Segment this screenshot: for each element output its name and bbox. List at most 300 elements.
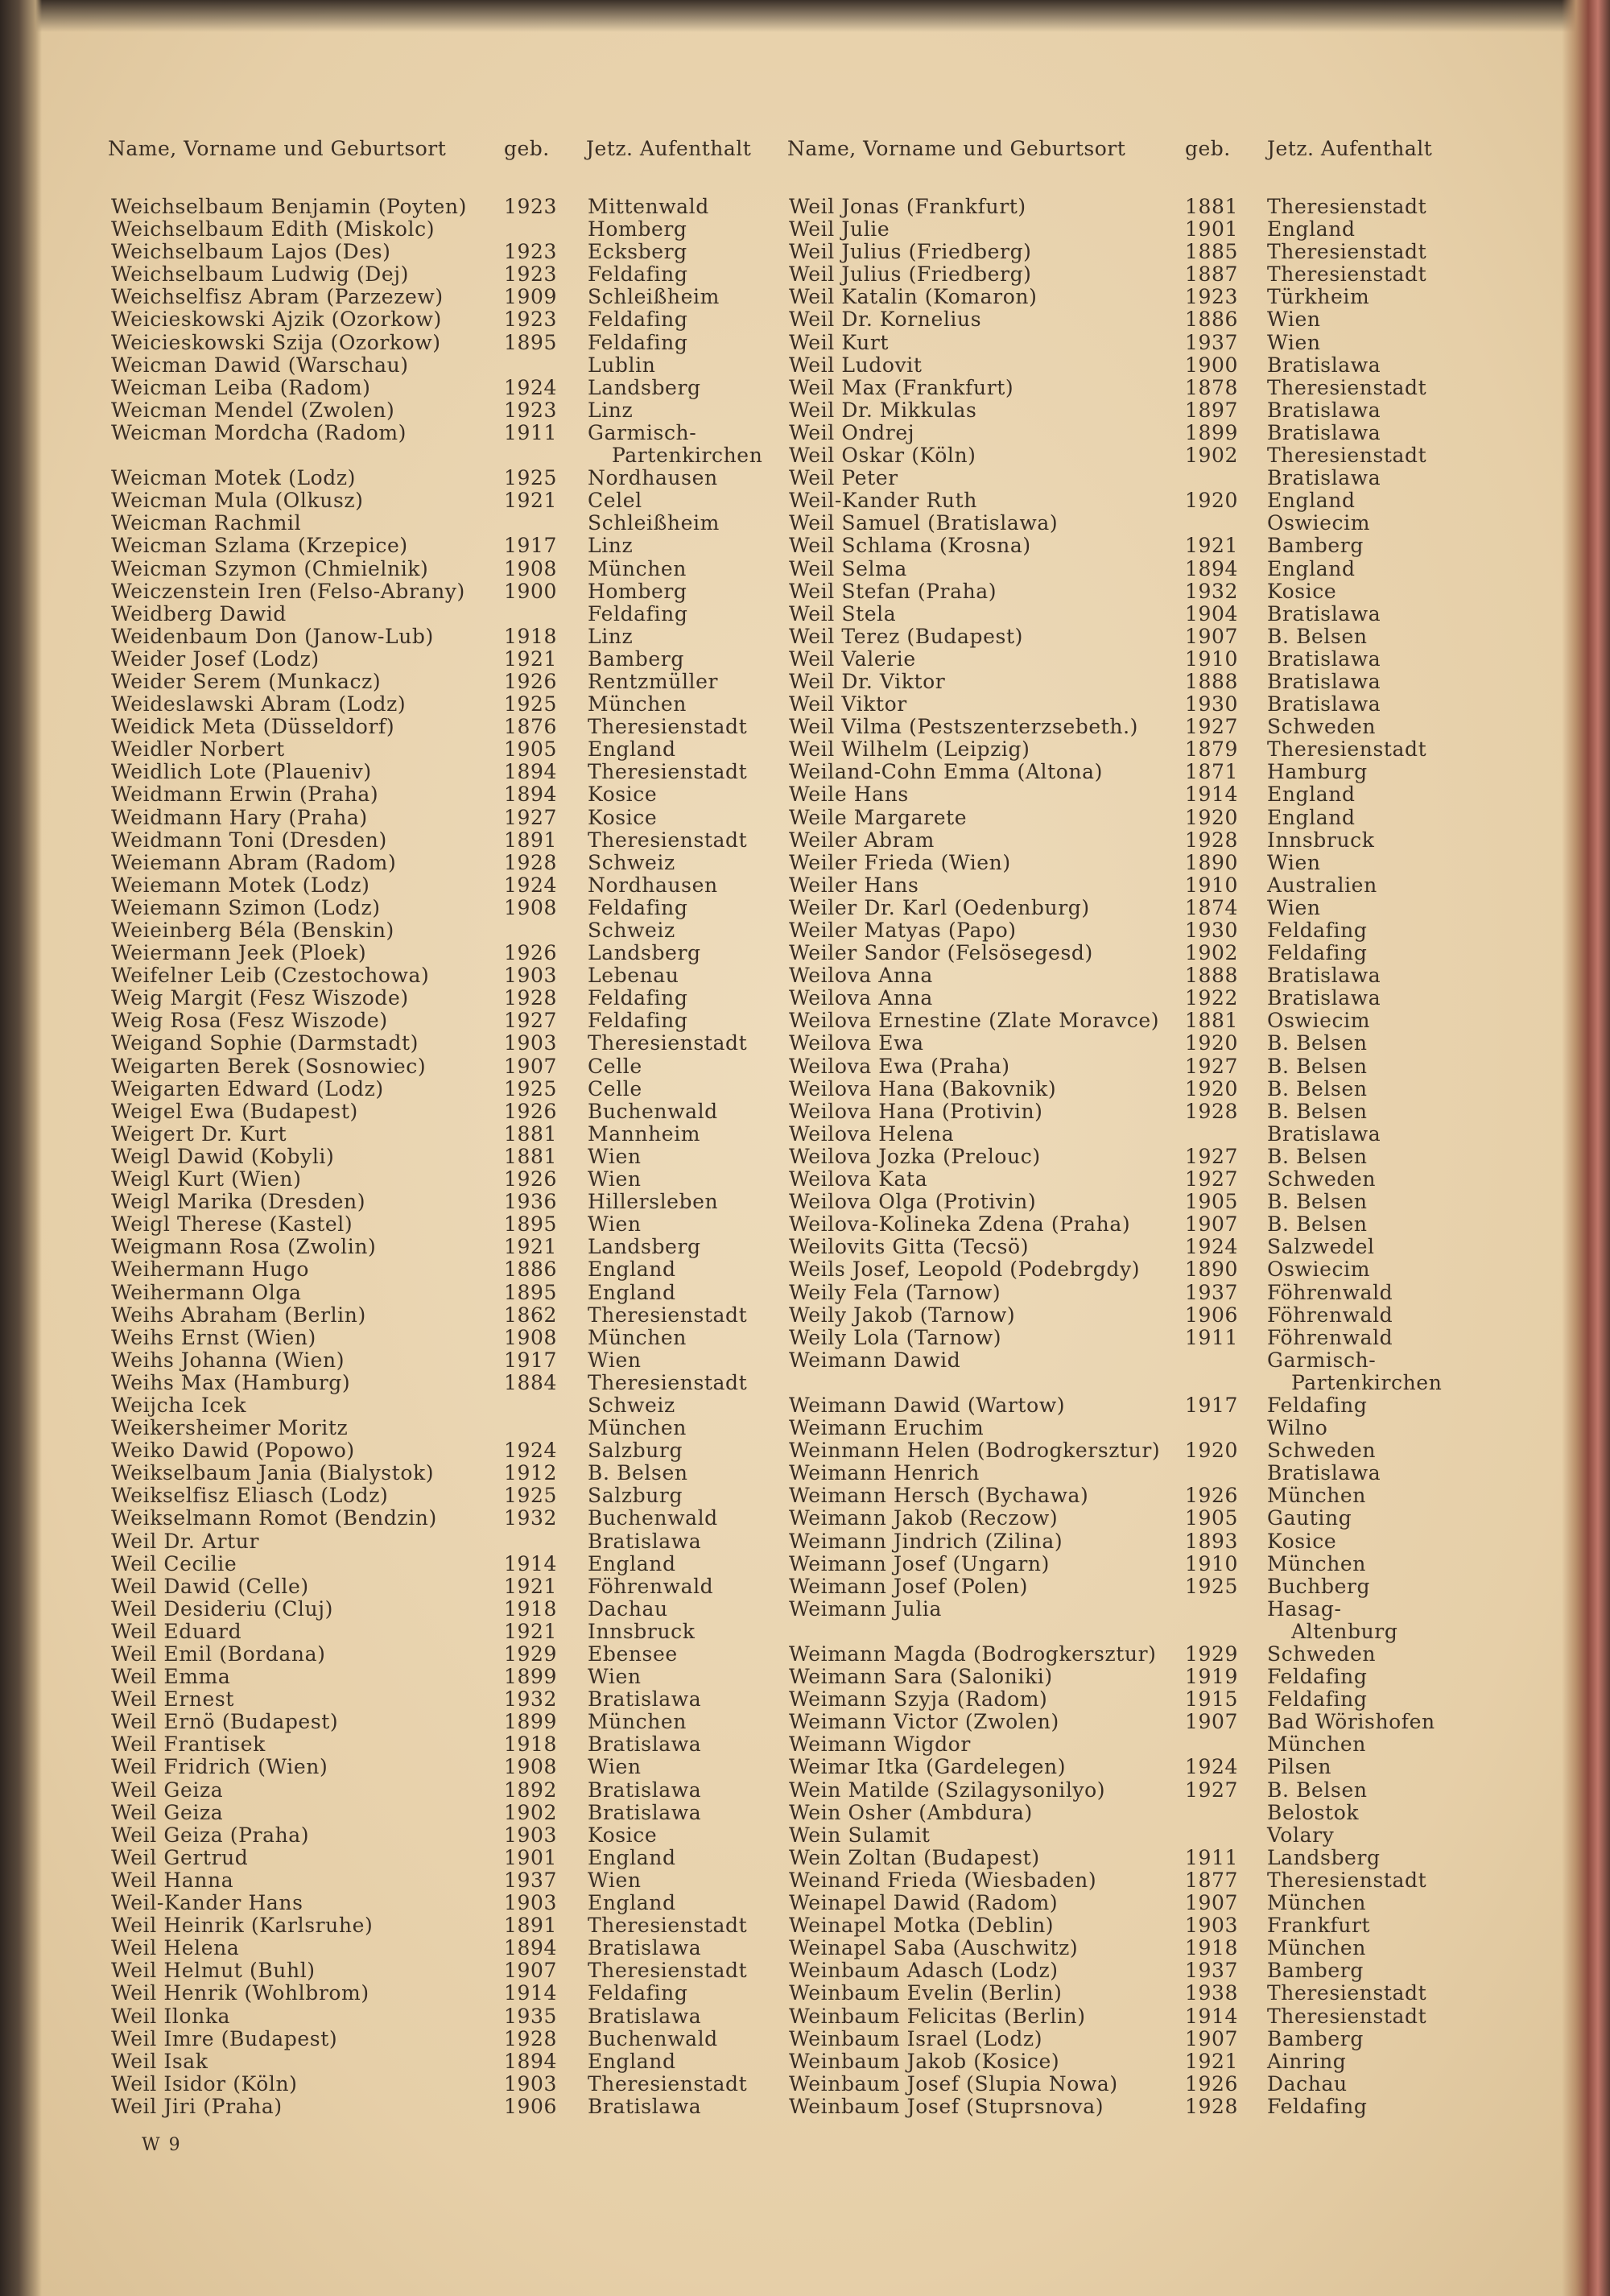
entry-name: Weimann Julia (789, 1596, 943, 1621)
entry-birth-year: 1927 (504, 1009, 558, 1033)
entry-residence: Innsbruck (1267, 828, 1375, 852)
entry-name: Weimann Jakob (Reczow) (789, 1506, 1059, 1530)
entry-birth-year: 1914 (1185, 2004, 1239, 2028)
entry-residence: Schweden (1267, 715, 1377, 739)
entry-name: Weilova Hana (Bakovnik) (789, 1076, 1057, 1101)
entry-birth-year: 1927 (504, 805, 558, 829)
entry-name: Weil Helena (111, 1936, 240, 1960)
entry-birth-year: 1932 (504, 1506, 558, 1530)
entry-birth-year: 1887 (1185, 262, 1239, 287)
entry-name: Weil Terez (Budapest) (789, 624, 1023, 648)
entry-birth-year: 1903 (504, 964, 558, 988)
entry-name: Weikselfisz Eliasch (Lodz) (111, 1484, 389, 1508)
entry-birth-year: 1937 (1185, 330, 1239, 354)
entry-birth-year: 1904 (1185, 601, 1239, 626)
entry-birth-year: 1902 (1185, 941, 1239, 965)
entry-residence: Kosice (588, 805, 658, 829)
entry-name: Weig Margit (Fesz Wiszode) (111, 986, 409, 1010)
entry-name: Weil Dr. Mikkulas (789, 398, 977, 422)
entry-residence: England (1267, 556, 1356, 580)
entry-name: Weilova Anna (789, 986, 933, 1010)
entry-birth-year: 1894 (504, 783, 558, 807)
entry-birth-year: 1908 (504, 1325, 558, 1349)
entry-name: Weil Katalin (Komaron) (789, 285, 1038, 309)
entry-name: Weimann Sara (Saloniki) (789, 1665, 1053, 1689)
entry-name: Weider Josef (Lodz) (111, 646, 320, 671)
entry-birth-year: 1918 (504, 1596, 558, 1621)
entry-residence: München (1267, 1484, 1366, 1508)
entry-residence: Dachau (588, 1596, 668, 1621)
entry-residence: Hasag- (1267, 1596, 1342, 1621)
entry-name: Weimann Jindrich (Zilina) (789, 1529, 1063, 1553)
entry-name: Weilova Hana (Protivin) (789, 1099, 1043, 1123)
entry-residence: Schweiz (588, 850, 675, 874)
entry-residence: Feldafing (1267, 2094, 1368, 2118)
entry-residence: B. Belsen (1267, 1076, 1368, 1101)
entry-residence: Feldafing (1267, 1665, 1368, 1689)
entry-name: Weil Hanna (111, 1868, 234, 1892)
entry-name: Weil Peter (789, 466, 898, 490)
entry-residence: Kosice (1267, 579, 1337, 603)
entry-birth-year: 1924 (1185, 1235, 1239, 1259)
entry-residence: Feldafing (588, 895, 688, 919)
entry-residence: Bamberg (1267, 2026, 1364, 2050)
entry-birth-year: 1894 (1185, 556, 1239, 580)
entry-residence: Feldafing (588, 1981, 688, 2005)
entry-residence: Landsberg (588, 1235, 701, 1259)
entry-residence: Theresienstadt (1267, 2004, 1427, 2028)
entry-name: Weigand Sophie (Darmstadt) (111, 1031, 419, 1055)
entry-residence: München (588, 1416, 687, 1440)
entry-birth-year: 1899 (504, 1710, 558, 1734)
entry-residence: Salzwedel (1267, 1235, 1375, 1259)
entry-residence: Linz (588, 624, 634, 648)
entry-residence: Theresienstadt (1267, 375, 1427, 399)
entry-residence: England (588, 1280, 676, 1304)
entry-birth-year: 1925 (504, 692, 558, 716)
entry-residence: München (588, 1325, 687, 1349)
entry-name: Wein Osher (Ambdura) (789, 1800, 1033, 1824)
entry-birth-year: 1937 (1185, 1280, 1239, 1304)
entry-birth-year: 1894 (504, 1936, 558, 1960)
entry-birth-year: 1926 (1185, 1484, 1239, 1508)
entry-name: Weimann Josef (Ungarn) (789, 1551, 1050, 1575)
entry-residence: Föhrenwald (1267, 1280, 1393, 1304)
entry-name: Weicman Mula (Olkusz) (111, 489, 364, 513)
entry-residence: England (1267, 489, 1356, 513)
entry-residence: München (588, 692, 687, 716)
entry-residence: Bratislawa (1267, 1121, 1381, 1146)
entry-name: Weigarten Berek (Sosnowiec) (111, 1054, 427, 1078)
entry-name: Wein Zoltan (Budapest) (789, 1845, 1040, 1869)
entry-birth-year: 1925 (504, 1076, 558, 1101)
entry-name: Weiler Dr. Karl (Oedenburg) (789, 895, 1090, 919)
entry-birth-year: 1923 (504, 240, 558, 264)
entry-residence: Mannheim (588, 1121, 701, 1146)
entry-name: Weil Gertrud (111, 1845, 249, 1869)
entry-residence: Bamberg (588, 646, 684, 671)
entry-residence: Bad Wörishofen (1267, 1710, 1435, 1734)
entry-birth-year: 1900 (1185, 353, 1239, 377)
header-left-place: Jetz. Aufenthalt (586, 137, 752, 160)
entry-birth-year: 1876 (504, 715, 558, 739)
entry-name: Weil Imre (Budapest) (111, 2026, 338, 2050)
entry-birth-year: 1906 (504, 2094, 558, 2118)
entry-name: Weil Dr. Viktor (789, 669, 946, 693)
entry-name: Weil Dawid (Celle) (111, 1574, 309, 1598)
entry-name: Weil Eduard (111, 1619, 242, 1643)
entry-name: Weigl Therese (Kastel) (111, 1212, 353, 1237)
entry-residence: Theresienstadt (1267, 1868, 1427, 1892)
entry-residence: Wien (588, 1868, 642, 1892)
entry-residence: B. Belsen (1267, 1099, 1368, 1123)
entry-name: Weil Viktor (789, 692, 907, 716)
entry-name: Weimann Szyja (Radom) (789, 1687, 1048, 1712)
entry-name: Weimann Victor (Zwolen) (789, 1710, 1059, 1734)
entry-name: Weikersheimer Moritz (111, 1416, 349, 1440)
entry-name: Weil Emil (Bordana) (111, 1642, 326, 1666)
entry-residence: Celle (588, 1054, 642, 1078)
entry-residence: Schleißheim (588, 511, 720, 535)
entry-birth-year: 1874 (1185, 895, 1239, 919)
entry-birth-year: 1907 (1185, 1891, 1239, 1915)
entry-birth-year: 1926 (504, 941, 558, 965)
entry-name: Weicman Leiba (Radom) (111, 375, 371, 399)
entry-name: Weigert Dr. Kurt (111, 1121, 287, 1146)
entry-birth-year: 1921 (504, 646, 558, 671)
entry-name: Weidberg Dawid (111, 601, 287, 626)
entry-residence: Kosice (588, 783, 658, 807)
entry-birth-year: 1914 (1185, 783, 1239, 807)
entry-residence: Theresienstadt (1267, 444, 1427, 468)
entry-birth-year: 1927 (1185, 1054, 1239, 1078)
entry-birth-year: 1921 (504, 1619, 558, 1643)
entry-residence: England (588, 1257, 676, 1282)
entry-residence: Wien (588, 1167, 642, 1191)
entry-name: Weigel Ewa (Budapest) (111, 1099, 358, 1123)
entry-residence: B. Belsen (588, 1461, 688, 1485)
entry-residence: B. Belsen (1267, 1054, 1368, 1078)
entry-residence: Altenburg (1291, 1619, 1398, 1643)
entry-birth-year: 1925 (1185, 1574, 1239, 1598)
entry-name: Weil Max (Frankfurt) (789, 375, 1014, 399)
entry-residence: Bratislawa (588, 1732, 702, 1757)
entry-name: Weil Oskar (Köln) (789, 444, 976, 468)
entry-name: Weiczenstein Iren (Felso-Abrany) (111, 579, 465, 603)
entry-residence: Feldafing (588, 262, 688, 287)
entry-name: Weilovits Gitta (Tecsö) (789, 1235, 1030, 1259)
entry-name: Weimann Josef (Polen) (789, 1574, 1028, 1598)
entry-name: Weimann Wigdor (789, 1732, 971, 1757)
entry-residence: Theresienstadt (1267, 737, 1427, 762)
entry-name: Weidenbaum Don (Janow-Lub) (111, 624, 434, 648)
entry-birth-year: 1919 (1185, 1665, 1239, 1689)
entry-name: Weieinberg Béla (Benskin) (111, 919, 394, 942)
entry-residence: Theresienstadt (588, 1914, 748, 1938)
entry-birth-year: 1911 (1185, 1845, 1239, 1869)
entry-birth-year: 1920 (1185, 805, 1239, 829)
entry-birth-year: 1892 (504, 1778, 558, 1802)
entry-birth-year: 1901 (504, 1845, 558, 1869)
entry-name: Weily Jakob (Tarnow) (789, 1303, 1016, 1327)
entry-residence: Wien (1267, 308, 1321, 332)
entry-birth-year: 1886 (1185, 308, 1239, 332)
entry-birth-year: 1920 (1185, 1031, 1239, 1055)
entry-residence: Bamberg (1267, 534, 1364, 558)
entry-name: Weilova Ewa (789, 1031, 924, 1055)
entry-birth-year: 1907 (504, 1959, 558, 1983)
entry-residence: Feldafing (1267, 1393, 1368, 1417)
entry-name: Weicman Szlama (Krzepice) (111, 534, 408, 558)
entry-residence: Celel (588, 489, 642, 513)
entry-name: Weiland-Cohn Emma (Altona) (789, 760, 1104, 784)
entry-name: Weider Serem (Munkacz) (111, 669, 382, 693)
entry-residence: Lebenau (588, 964, 679, 988)
entry-birth-year: 1928 (504, 850, 558, 874)
entry-birth-year: 1894 (504, 760, 558, 784)
entry-residence: Feldafing (588, 308, 688, 332)
entry-name: Weichselbaum Benjamin (Poyten) (111, 195, 467, 218)
entry-birth-year: 1899 (1185, 420, 1239, 444)
entry-name: Weidmann Erwin (Praha) (111, 783, 379, 807)
entry-name: Weil Ernest (111, 1687, 234, 1712)
header-left-name: Name, Vorname und Geburtsort (108, 137, 447, 160)
entry-residence: Föhrenwald (588, 1574, 714, 1598)
entry-name: Weikselbaum Jania (Bialystok) (111, 1461, 435, 1485)
entry-name: Weifelner Leib (Czestochowa) (111, 964, 430, 988)
entry-birth-year: 1928 (1185, 2094, 1239, 2118)
entry-birth-year: 1907 (1185, 624, 1239, 648)
entry-birth-year: 1908 (504, 1755, 558, 1779)
entry-name: Weimann Henrich (789, 1461, 980, 1485)
entry-residence: Bratislawa (1267, 353, 1381, 377)
entry-birth-year: 1923 (504, 308, 558, 332)
entry-name: Weimann Magda (Bodrogkersztur) (789, 1642, 1157, 1666)
entry-residence: Bratislawa (588, 1778, 702, 1802)
entry-name: Weily Fela (Tarnow) (789, 1280, 1001, 1304)
entry-name: Weile Hans (789, 783, 909, 807)
entry-birth-year: 1908 (504, 556, 558, 580)
entry-residence: München (588, 1710, 687, 1734)
entry-birth-year: 1910 (1185, 1551, 1239, 1575)
entry-residence: Kosice (1267, 1529, 1337, 1553)
entry-birth-year: 1903 (504, 1891, 558, 1915)
entry-residence: England (1267, 783, 1356, 807)
entry-name: Weigmann Rosa (Zwolin) (111, 1235, 377, 1259)
entry-residence: Salzburg (588, 1439, 683, 1463)
entry-residence: Homberg (588, 217, 687, 242)
entry-residence: Bratislawa (1267, 398, 1381, 422)
entry-name: Weil Ondrej (789, 420, 915, 444)
entry-birth-year: 1905 (1185, 1190, 1239, 1214)
entry-residence: Nordhausen (588, 873, 718, 897)
entry-residence: Feldafing (1267, 919, 1368, 942)
entry-residence: Frankfurt (1267, 1914, 1371, 1938)
entry-birth-year: 1926 (504, 1099, 558, 1123)
entry-birth-year: 1928 (1185, 1099, 1239, 1123)
entry-residence: Australien (1267, 873, 1377, 897)
entry-birth-year: 1936 (504, 1190, 558, 1214)
entry-birth-year: 1921 (1185, 534, 1239, 558)
entry-birth-year: 1924 (1185, 1755, 1239, 1779)
entry-residence: Landsberg (588, 375, 701, 399)
entry-residence: Bratislawa (1267, 601, 1381, 626)
entry-residence: Garmisch- (1267, 1348, 1377, 1372)
entry-residence: Rentzmüller (588, 669, 719, 693)
entry-name: Weil Heinrik (Karlsruhe) (111, 1914, 374, 1938)
entry-name: Weil Vilma (Pestszenterzsebeth.) (789, 715, 1139, 739)
entry-name: Weilova Jozka (Prelouc) (789, 1144, 1041, 1168)
entry-name: Weil Emma (111, 1665, 231, 1689)
entry-name: Weigl Marika (Dresden) (111, 1190, 366, 1214)
entry-name: Weidmann Hary (Praha) (111, 805, 368, 829)
entry-name: Weil Fridrich (Wien) (111, 1755, 328, 1779)
entry-residence: Wien (588, 1144, 642, 1168)
entry-name: Weimann Eruchim (789, 1416, 985, 1440)
entry-residence: B. Belsen (1267, 1144, 1368, 1168)
entry-residence: Türkheim (1267, 285, 1370, 309)
entry-name: Weil Henrik (Wohlbrom) (111, 1981, 369, 2005)
entry-name: Weil Schlama (Krosna) (789, 534, 1031, 558)
entry-residence: Landsberg (588, 941, 701, 965)
entry-birth-year: 1897 (1185, 398, 1239, 422)
entry-birth-year: 1903 (504, 2071, 558, 2096)
entry-name: Weil Kurt (789, 330, 890, 354)
entry-residence: Schweiz (588, 919, 675, 942)
page-mark: W 9 (142, 2135, 182, 2155)
entry-name: Weil Geiza (111, 1800, 224, 1824)
entry-name: Wein Matilde (Szilagysonilyo) (789, 1778, 1106, 1802)
entry-birth-year: 1902 (504, 1800, 558, 1824)
entry-residence: Wien (1267, 850, 1321, 874)
entry-residence: Theresienstadt (588, 828, 748, 852)
entry-residence: Hillersleben (588, 1190, 719, 1214)
entry-residence: Buchenwald (588, 1506, 718, 1530)
entry-name: Weily Lola (Tarnow) (789, 1325, 1002, 1349)
entry-birth-year: 1881 (1185, 195, 1239, 218)
entry-name: Weihs Johanna (Wien) (111, 1348, 345, 1372)
entry-residence: England (588, 2049, 676, 2073)
entry-birth-year: 1921 (504, 1574, 558, 1598)
entry-name: Weil Isidor (Köln) (111, 2071, 298, 2096)
entry-name: Weinmann Helen (Bodrogkersztur) (789, 1439, 1161, 1463)
entry-name: Weichselbaum Edith (Miskolc) (111, 217, 436, 242)
entry-residence: Lublin (588, 353, 656, 377)
entry-name: Weinbaum Josef (Slupia Nowa) (789, 2071, 1118, 2096)
entry-residence: Linz (588, 398, 634, 422)
entry-name: Weikselmann Romot (Bendzin) (111, 1506, 437, 1530)
entry-name: Weil Dr. Artur (111, 1529, 260, 1553)
entry-birth-year: 1914 (504, 1551, 558, 1575)
entry-birth-year: 1918 (1185, 1936, 1239, 1960)
entry-residence: Feldafing (588, 601, 688, 626)
entry-name: Weiler Hans (789, 873, 919, 897)
entry-birth-year: 1914 (504, 1981, 558, 2005)
entry-residence: Theresienstadt (1267, 240, 1427, 264)
entry-residence: München (588, 556, 687, 580)
entry-residence: Mittenwald (588, 195, 709, 218)
entry-residence: Feldafing (1267, 1687, 1368, 1712)
entry-birth-year: 1925 (504, 1484, 558, 1508)
entry-residence: Bratislawa (588, 2094, 702, 2118)
entry-name: Weil Geiza (111, 1778, 224, 1802)
entry-name: Weicieskowski Ajzik (Ozorkow) (111, 308, 442, 332)
entry-name: Weil Frantisek (111, 1732, 266, 1757)
entry-birth-year: 1885 (1185, 240, 1239, 264)
entry-birth-year: 1871 (1185, 760, 1239, 784)
entry-birth-year: 1907 (1185, 1212, 1239, 1237)
entry-residence: Buchberg (1267, 1574, 1371, 1598)
entry-birth-year: 1890 (1185, 850, 1239, 874)
entry-birth-year: 1920 (1185, 1439, 1239, 1463)
entry-birth-year: 1900 (504, 579, 558, 603)
entry-residence: Nordhausen (588, 466, 718, 490)
entry-name: Weimann Dawid (789, 1348, 961, 1372)
entry-residence: Salzburg (588, 1484, 683, 1508)
entry-birth-year: 1907 (504, 1054, 558, 1078)
entry-residence: Wien (588, 1755, 642, 1779)
header-right-year: geb. (1185, 137, 1231, 160)
entry-residence: Schweden (1267, 1439, 1377, 1463)
entry-birth-year: 1907 (1185, 2026, 1239, 2050)
entry-name: Weiler Sandor (Felsösegesd) (789, 941, 1093, 965)
entry-birth-year: 1903 (504, 1823, 558, 1847)
book-page-edge (1562, 0, 1610, 2296)
entry-birth-year: 1926 (504, 669, 558, 693)
entry-birth-year: 1927 (1185, 1144, 1239, 1168)
entry-residence: B. Belsen (1267, 624, 1368, 648)
entry-birth-year: 1895 (504, 1280, 558, 1304)
entry-residence: Wien (1267, 330, 1321, 354)
entry-residence: Theresienstadt (588, 1959, 748, 1983)
entry-residence: München (1267, 1732, 1366, 1757)
entry-birth-year: 1911 (504, 420, 558, 444)
entry-name: Weidick Meta (Düsseldorf) (111, 715, 395, 739)
entry-residence: Bratislawa (1267, 1461, 1381, 1485)
entry-residence: Schweden (1267, 1167, 1377, 1191)
entry-residence: B. Belsen (1267, 1031, 1368, 1055)
entry-residence: Wien (588, 1348, 642, 1372)
entry-residence: Feldafing (588, 330, 688, 354)
entry-residence: Theresienstadt (1267, 262, 1427, 287)
entry-birth-year: 1924 (504, 873, 558, 897)
entry-residence: Föhrenwald (1267, 1325, 1393, 1349)
entry-name: Weichselfisz Abram (Parzezew) (111, 285, 444, 309)
entry-birth-year: 1918 (504, 1732, 558, 1757)
entry-birth-year: 1937 (504, 1868, 558, 1892)
entry-name: Weilova Ernestine (Zlate Moravce) (789, 1009, 1160, 1033)
entry-name: Weidlich Lote (Plaueniv) (111, 760, 372, 784)
entry-residence: Hamburg (1267, 760, 1368, 784)
entry-name: Weilova Anna (789, 964, 933, 988)
entry-birth-year: 1907 (1185, 1710, 1239, 1734)
entry-name: Weil Wilhelm (Leipzig) (789, 737, 1030, 762)
entry-birth-year: 1928 (504, 986, 558, 1010)
entry-birth-year: 1862 (504, 1303, 558, 1327)
entry-birth-year: 1932 (504, 1687, 558, 1712)
entry-name: Weils Josef, Leopold (Podebrgdy) (789, 1257, 1141, 1282)
entry-residence: Wilno (1267, 1416, 1328, 1440)
entry-name: Weihermann Hugo (111, 1257, 310, 1282)
entry-name: Weil Dr. Kornelius (789, 308, 982, 332)
entry-birth-year: 1912 (504, 1461, 558, 1485)
entry-name: Weichselbaum Lajos (Des) (111, 240, 391, 264)
entry-name: Weicman Szymon (Chmielnik) (111, 556, 429, 580)
entry-name: Weicman Mordcha (Radom) (111, 420, 407, 444)
entry-name: Weidmann Toni (Dresden) (111, 828, 387, 852)
entry-residence: England (1267, 217, 1356, 242)
entry-residence: England (588, 1551, 676, 1575)
